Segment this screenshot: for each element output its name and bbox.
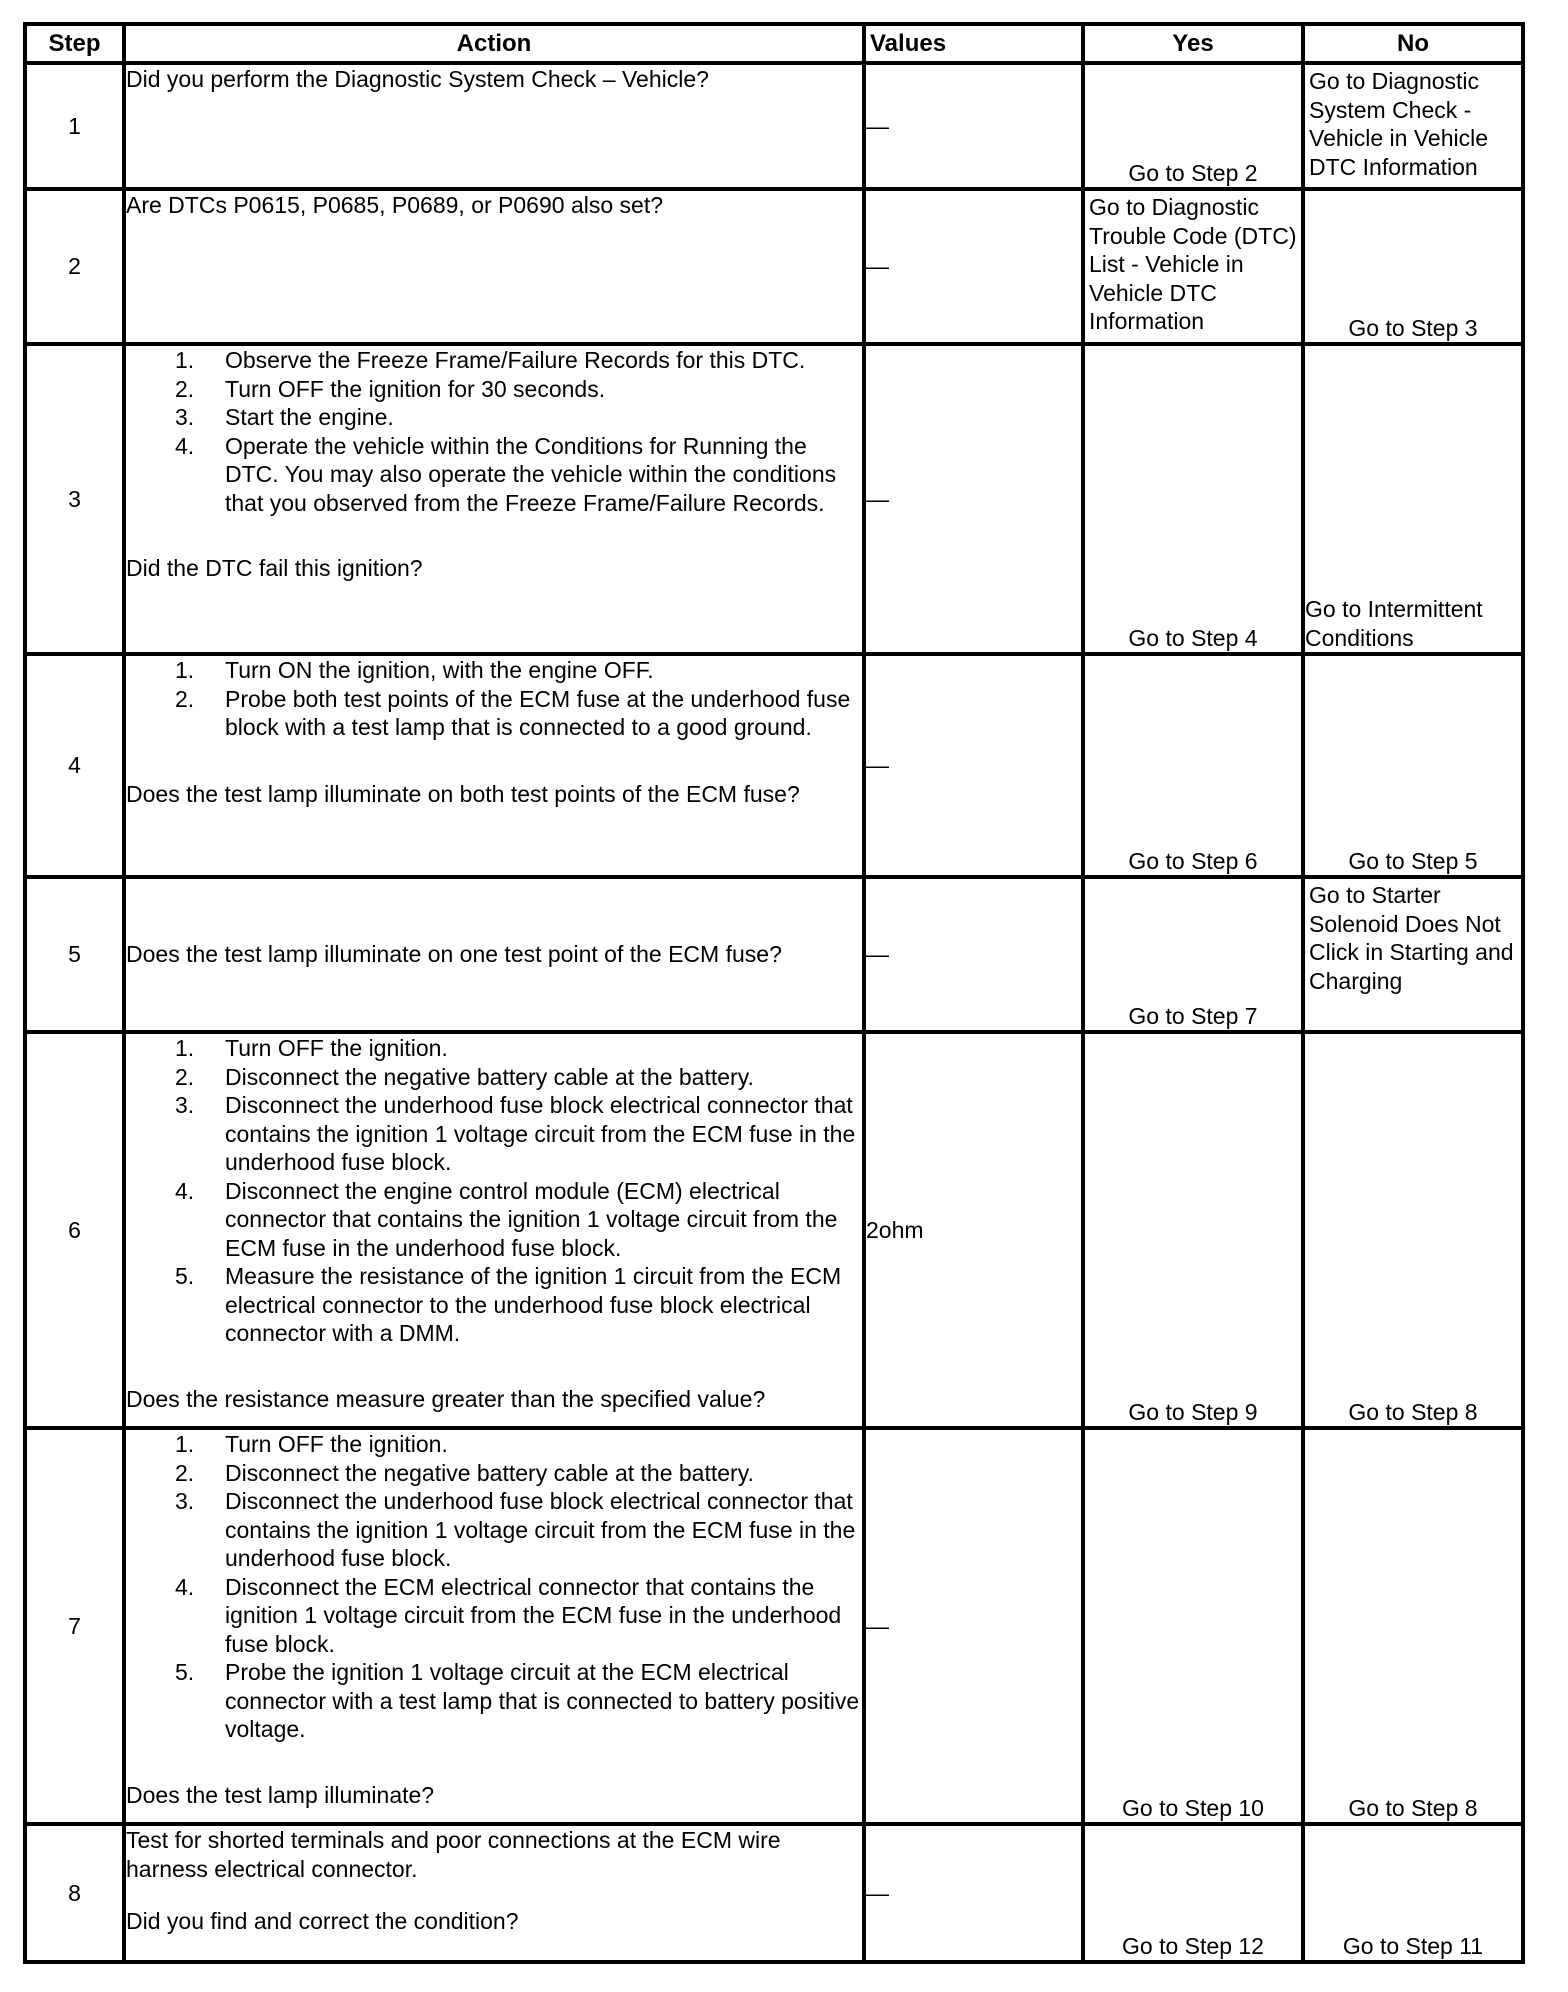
no-cell [1303, 189, 1523, 344]
procedure-item [126, 1091, 862, 1177]
no-result: Go to Step 8 [1348, 1794, 1478, 1821]
no-cell [1303, 1032, 1523, 1428]
no-cell [1303, 344, 1523, 654]
item-number: 3. [175, 1092, 195, 1118]
procedure-item [126, 1430, 862, 1459]
procedure-item [126, 1034, 862, 1063]
item-number: 3. [175, 1488, 195, 1514]
no-cell [1303, 654, 1523, 877]
action-cell [124, 654, 864, 877]
yes-result: Go to Step 7 [1128, 1002, 1258, 1029]
action-cell [124, 344, 864, 654]
item-number: 1. [175, 1035, 195, 1061]
action-cell [124, 877, 864, 1032]
yes-cell [1083, 1032, 1303, 1428]
procedure-item [126, 1658, 862, 1744]
step-number: 6 [25, 1032, 124, 1428]
table-row [25, 1824, 1523, 1962]
yes-result: Go to Diagnostic Trouble Code (DTC) List - Vehicle in Vehicle DTC Information [1089, 194, 1297, 334]
item-number: 4. [175, 1573, 195, 1600]
item-text: Disconnect the engine control module (ECM) electrical connector that contains the ignition 1 voltage circuit from the ECM fuse in the underhood fuse block. [225, 1177, 838, 1261]
table-row [25, 877, 1523, 1032]
procedure-item [126, 346, 862, 375]
action-cell [124, 1032, 864, 1428]
header-no: No [1303, 24, 1523, 63]
yes-result: Go to Step 6 [1128, 847, 1258, 874]
header-row [25, 24, 1523, 63]
action-question: Does the test lamp illuminate on both test points of the ECM fuse? [126, 780, 800, 807]
no-result: Go to Step 8 [1348, 1398, 1478, 1425]
value-cell: — [864, 63, 1083, 189]
procedure-item [126, 1487, 862, 1573]
yes-result: Go to Step 4 [1128, 624, 1258, 651]
item-number: 1. [175, 1431, 195, 1457]
table-row [25, 189, 1523, 344]
item-text: Turn OFF the ignition. [225, 1035, 448, 1061]
item-text: Disconnect the ECM electrical connector that contains the ignition 1 voltage circuit from the ECM fuse in the underhood fuse block. [225, 1573, 842, 1657]
yes-result: Go to Step 9 [1128, 1398, 1258, 1425]
action-question: Does the resistance measure greater than the specified value? [126, 1385, 766, 1412]
procedure-list [126, 656, 862, 742]
procedure-list [126, 1034, 862, 1348]
yes-result: Go to Step 2 [1128, 159, 1258, 186]
step-number: 2 [25, 189, 124, 344]
table-row [25, 1032, 1523, 1428]
procedure-item [126, 1459, 862, 1488]
item-text: Turn OFF the ignition for 30 seconds. [225, 375, 606, 402]
no-cell [1303, 1428, 1523, 1824]
item-text: Probe the ignition 1 voltage circuit at the ECM electrical connector with a test lamp that is connected to battery positive voltage. [225, 1659, 860, 1742]
procedure-item [126, 656, 862, 685]
yes-cell [1083, 877, 1303, 1032]
item-text: Disconnect the negative battery cable at the battery. [225, 1063, 754, 1090]
no-result: Go to Intermittent Conditions [1305, 596, 1483, 651]
item-text: Disconnect the underhood fuse block electrical connector that contains the ignition 1 voltage circuit from the ECM fuse in the underhood fuse block. [225, 1092, 856, 1175]
action-question: Are DTCs P0615, P0685, P0689, or P0690 also set? [126, 192, 663, 218]
table-row [25, 1428, 1523, 1824]
action-question: Does the test lamp illuminate? [126, 1781, 435, 1808]
no-cell [1303, 1824, 1523, 1962]
procedure-item [126, 685, 862, 742]
yes-cell [1083, 1428, 1303, 1824]
action-question: Did the DTC fail this ignition? [126, 555, 423, 581]
item-number: 3. [175, 404, 195, 430]
no-result: Go to Step 3 [1348, 314, 1478, 341]
procedure-item [126, 1063, 862, 1092]
procedure-item [126, 403, 862, 432]
item-number: 4. [175, 1177, 195, 1204]
no-cell [1303, 63, 1523, 189]
step-number: 7 [25, 1428, 124, 1824]
yes-result: Go to Step 10 [1122, 1794, 1264, 1821]
item-text: Operate the vehicle within the Conditions for Running the DTC. You may also operate the vehicle within the conditions that you observed from the Freeze Frame/Failure Records. [225, 432, 837, 516]
item-text: Start the engine. [225, 404, 394, 430]
no-result: Go to Starter Solenoid Does Not Click in Starting and Charging [1309, 882, 1514, 994]
action-cell [124, 1428, 864, 1824]
yes-cell [1083, 1824, 1303, 1962]
header-action: Action [124, 24, 864, 63]
action-question: Did you find and correct the condition? [126, 1908, 519, 1934]
diagnostic-table [23, 22, 1525, 1964]
item-number: 2. [175, 375, 195, 402]
procedure-item [126, 1573, 862, 1659]
item-text: Disconnect the negative battery cable at the battery. [225, 1459, 754, 1486]
action-intro: Test for shorted terminals and poor connections at the ECM wire harness electrical connector. [126, 1827, 781, 1882]
action-cell [124, 1824, 864, 1962]
value-cell: — [864, 1824, 1083, 1962]
item-text: Probe both test points of the ECM fuse at the underhood fuse block with a test lamp that is connected to a good ground. [225, 685, 851, 740]
step-number: 3 [25, 344, 124, 654]
item-number: 5. [175, 1263, 195, 1289]
value-cell: — [864, 344, 1083, 654]
item-number: 2. [175, 685, 195, 712]
item-text: Measure the resistance of the ignition 1 circuit from the ECM electrical connector to the underhood fuse block electrical connector with a DMM. [225, 1263, 842, 1346]
action-question: Does the test lamp illuminate on one test point of the ECM fuse? [126, 941, 782, 968]
value-cell: — [864, 877, 1083, 1032]
step-number: 1 [25, 63, 124, 189]
table-row [25, 344, 1523, 654]
procedure-list [126, 346, 862, 517]
header-yes: Yes [1083, 24, 1303, 63]
value-cell: — [864, 1428, 1083, 1824]
procedure-item [126, 432, 862, 518]
value-cell: 2ohm [864, 1032, 1083, 1428]
step-number: 8 [25, 1824, 124, 1962]
item-number: 1. [175, 347, 195, 373]
header-step: Step [25, 24, 124, 63]
yes-cell [1083, 189, 1303, 344]
item-text: Disconnect the underhood fuse block electrical connector that contains the ignition 1 voltage circuit from the ECM fuse in the underhood fuse block. [225, 1488, 856, 1571]
table-row [25, 63, 1523, 189]
item-text: Turn ON the ignition, with the engine OFF. [225, 657, 654, 683]
item-number: 4. [175, 432, 195, 459]
value-cell: — [864, 654, 1083, 877]
action-question: Did you perform the Diagnostic System Check – Vehicle? [126, 66, 709, 92]
item-number: 2. [175, 1063, 195, 1090]
action-cell [124, 189, 864, 344]
procedure-item [126, 1262, 862, 1348]
yes-cell [1083, 63, 1303, 189]
yes-cell [1083, 344, 1303, 654]
no-result: Go to Step 5 [1348, 847, 1478, 874]
no-result: Go to Step 11 [1342, 1932, 1484, 1959]
item-number: 1. [175, 657, 195, 683]
procedure-list [126, 1430, 862, 1744]
value-cell: — [864, 189, 1083, 344]
item-text: Turn OFF the ignition. [225, 1431, 448, 1457]
procedure-item [126, 375, 862, 404]
header-values: Values [864, 24, 1083, 63]
yes-cell [1083, 654, 1303, 877]
no-cell [1303, 877, 1523, 1032]
table-row [25, 654, 1523, 877]
yes-result: Go to Step 12 [1122, 1932, 1264, 1959]
action-cell [124, 63, 864, 189]
step-number: 4 [25, 654, 124, 877]
step-number: 5 [25, 877, 124, 1032]
item-text: Observe the Freeze Frame/Failure Records for this DTC. [225, 347, 806, 373]
procedure-item [126, 1177, 862, 1263]
no-result: Go to Diagnostic System Check - Vehicle in Vehicle DTC Information [1309, 68, 1489, 180]
item-number: 5. [175, 1659, 195, 1685]
item-number: 2. [175, 1459, 195, 1486]
